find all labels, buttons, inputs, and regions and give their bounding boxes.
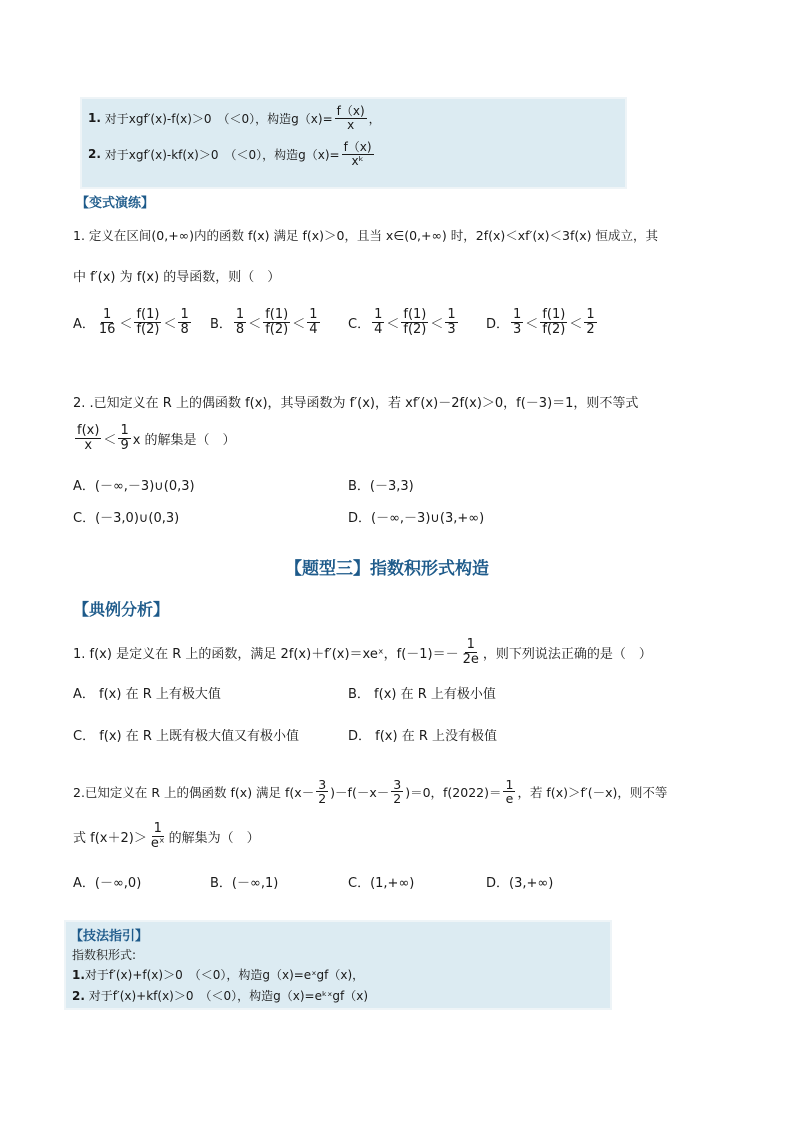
e2-option-a[interactable]: A．(－∞,0) [73,876,142,891]
example-title: 【典例分析】 [73,600,170,619]
e1-option-a[interactable]: A． f(x) 在 R 上有极大值 [73,687,221,702]
q1-option-b[interactable]: B． $\frac{1}{8}$ ＜ $\frac{f(1)}{f(2)}$ ＜ $\frac{1}{4}$ [210,307,318,337]
e2-option-c[interactable]: C．(1,+∞) [348,876,415,891]
technique-tag: 【技法指引】 [70,929,149,944]
e1-option-b[interactable]: B． f(x) 在 R 上有极小值 [348,687,496,702]
e1-option-d[interactable]: D． f(x) 在 R 上没有极值 [348,729,497,744]
box2-line-1: 1. 对于f′(x)+f(x)＞0 （＜0），构造g（x)=eˣgf（x)， [72,967,365,982]
e1-line-1: 1. f(x) 是定义在 R 上的函数，满足 2f(x)＋f′(x)＝xeˣ，f(－1)＝－ $\frac{1}{2e}$ ，则下列说法正确的是（ ） [73,637,652,667]
box-line-1: 1. 对于xgf′(x)-f(x)＞0 （＜0），构造g（x)= $\frac{f(x)}{x}$ ， [88,104,381,132]
q2-line-2: $\frac{f(x)}{x}$ ＜ $\frac{1}{9}$ x 的解集是（ ） [77,423,236,453]
q2-option-c[interactable]: C．(－3,0)∪(0,3) [73,511,180,526]
e2-line-2: 式 f(x＋2)＞ $\frac{1}{\text{eˣ}}$ 的解集为（ ） [73,821,260,851]
q1-option-c[interactable]: C． $\frac{1}{4}$ ＜ $\frac{f(1)}{f(2)}$ ＜ $\frac{1}{3}$ [348,307,456,337]
technique-box-bottom [64,920,612,1010]
q2-option-a[interactable]: A．(－∞,－3)∪(0,3) [73,479,195,494]
technique-box-top [80,97,627,189]
q2-option-b[interactable]: B．(－3,3) [348,479,414,494]
section-title: 【题型三】指数积形式构造 [285,559,489,579]
fraction: $\frac{f(x)}{\text{xᵏ}}$ [343,140,372,168]
q2-option-d[interactable]: D．(－∞,－3)∪(3,+∞) [348,511,485,526]
q1-line-2: 中 f′(x) 为 f(x) 的导函数，则（ ） [73,270,281,285]
variant-tag: 【变式演练】 [76,196,155,211]
e1-option-c[interactable]: C． f(x) 在 R 上既有极大值又有极小值 [73,729,300,744]
e2-option-d[interactable]: D．(3,+∞) [486,876,554,891]
fraction: $\frac{f(x)}{x}$ [336,104,365,132]
box-line-2: 2. 对于xgf′(x)-kf(x)＞0 （＜0），构造g（x)= $\frac{f(x)}{\text{xᵏ}}$ [88,140,372,168]
box2-intro: 指数积形式: [72,948,137,962]
e2-line-1: 2.已知定义在 R 上的偶函数 f(x) 满足 f(x－ $\frac{3}{2}$ )－f(－x－ $\frac{3}{2}$ )＝0，f(2022)＝ $\frac{1}{e}$ ，若 f(x)＞f′(－x)，则不等 [73,777,668,807]
box2-line-2: 2. 对于f′(x)+kf(x)＞0 （＜0），构造g（x)=eᵏˣgf（x) [72,988,369,1003]
e2-option-b[interactable]: B．(－∞,1) [210,876,279,891]
q1-line-1: 1. 定义在区间(0,+∞)内的函数 f(x) 满足 f(x)＞0，且当 x∈(0,+∞) 时，2f(x)＜xf′(x)＜3f(x) 恒成立，其 [73,228,659,243]
q2-line-1: 2. .已知定义在 R 上的偶函数 f(x)，其导函数为 f′(x)，若 xf′(x)－2f(x)＞0，f(－3)＝1，则不等式 [73,396,639,411]
q1-option-a[interactable]: A． $\frac{1}{16}$ ＜ $\frac{f(1)}{f(2)}$ ＜ $\frac{1}{8}$ [73,307,189,337]
q1-option-d[interactable]: D． $\frac{1}{3}$ ＜ $\frac{f(1)}{f(2)}$ ＜ $\frac{1}{2}$ [486,307,595,337]
